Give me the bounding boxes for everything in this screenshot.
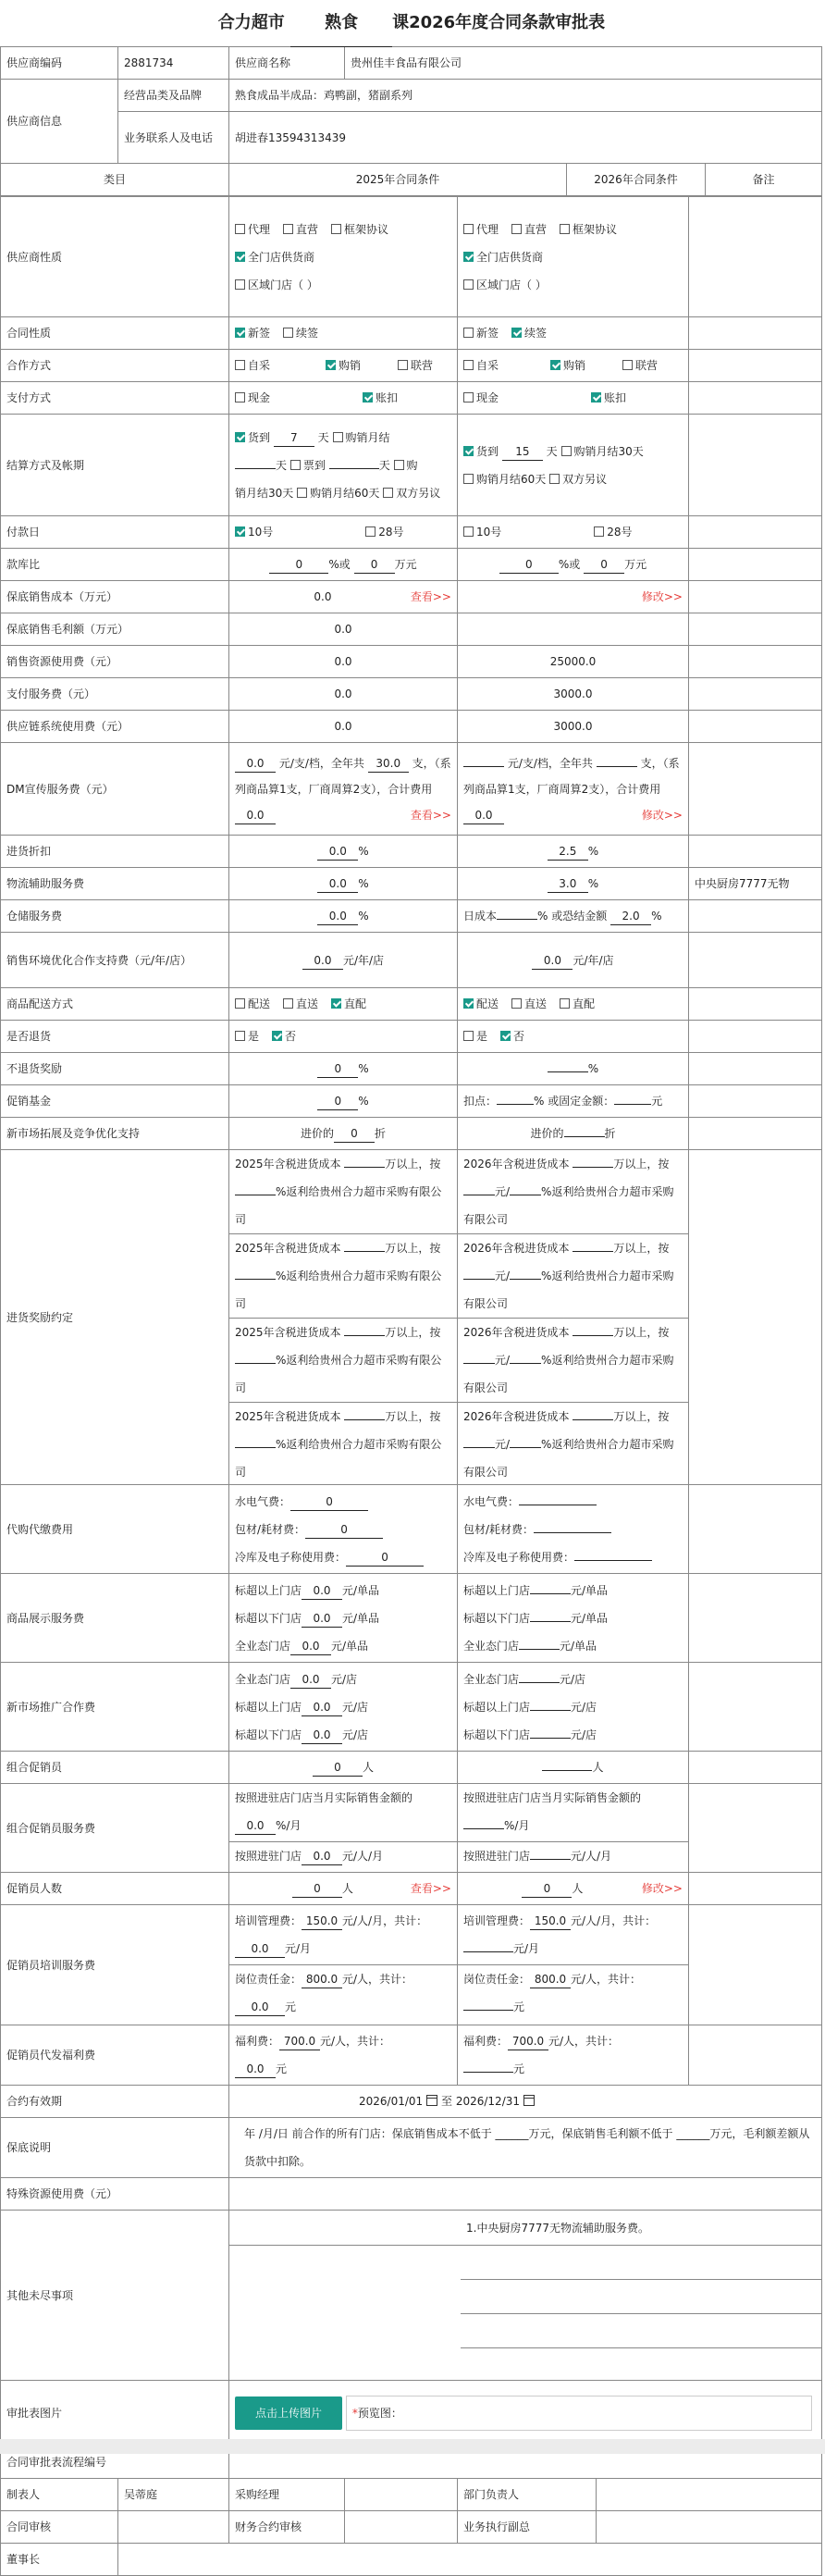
env-2026[interactable]: 0.0 [532,952,573,970]
label-supplier-name: 供应商名称 [229,47,345,80]
label-payday: 付款日 [1,516,229,549]
opt-joint-2026[interactable]: 联营 [622,352,658,379]
label-pay: 支付方式 [1,382,229,415]
promo-a-2026[interactable] [497,1104,534,1105]
label-promoter: 组合促销员 [1,1752,229,1784]
label-env: 销售环境优化合作支持费（元/年/店） [1,933,229,988]
cold-2025[interactable]: 0 [346,1549,424,1567]
label-vp: 业务执行副总 [458,2511,597,2544]
scroll-footer [0,2439,825,2454]
dm-b-2026[interactable] [597,766,637,767]
upload-image-button[interactable]: 点击上传图片 [235,2396,342,2430]
label-guarantee-note: 保底说明 [1,2118,229,2178]
label-advert: 新市场推广合作费 [1,1663,229,1752]
label-other: 其他未尽事项 [1,2211,229,2381]
settle-blank-2025[interactable] [235,468,276,469]
opt-frame-2025[interactable]: 框架协议 [331,216,388,243]
edit-pcount-link[interactable]: 修改>> [641,1882,683,1895]
terms-table: 供应商性质 代理 直营 框架协议 全门店供货商 区域门店（ ） 代理 直营 框架协议 全门店供货商 区域门店（ ） 合同性质 新签 续签 新签 续签 合作方式 自采 购销 联营 自采 购销 联营 支付方式 现金 账扣 现金 账扣 结算方式及帐期 货到 7 天 购销月结 天 票到 天 购 销月结30天 购销月结60天 双方另议 货到 15 天 购销月结30天 购销月结60天 双方另议 付款日 10号 28号 10号 28号 款库比 0 %或 0 万元 0 %或 0 万元 保底销售成本（万元） 0.0 查看>> 修改>> 保底销售毛利额（万元） 0.0 销售资源使用费（元） 0.0 25000.0 支付服务费（元） 0.0 3000.0 供应链系统使用费（元） 0.0 3000.0 DM宣传服务费（元） 0.0 元/支/档，全年共 30.0 支，（系列商品算1支，厂商周算2支），合计费用 0.0 查看>> 元/支/档，全年共 支，（系列商品算1支，厂商周算2支），合计费用 0.0 修改>> 进货折扣 0.0 % 2.5 % 物流辅助服务费 0.0 % 3.0 % 中央厨房7777无物 仓储服务费 0.0 % 日成本 % 或恐结金额 2.0 % 销售环境优化合作支持费（元/年/店） 0.0 元/年/店 0.0 元/年/店 商品配送方式 配送 直送 直配 配送 直送 直配 是否退货 是 否 是 否 不退货奖励 0 % % 促销基金 0 % 扣点： % 或固定金额： 元 新市场拓展及竞争优化支持 进价的 0 折 进价的 折 进货奖励约定 2025年含税进货成本 万以上，按 %返利给贵州合力超市采购有限公司 2025年含税进货成本 万以上，按 %返利给贵州合力超市采购有限公司 2025年含税进货成本 万以上，按 %返利给贵州合力超市采购有限公司 2025年含税进货成本 万以上，按 %返利给贵州合力超市采购有限公司 2026年含税进货成本 万以上，按 元/ %返利给贵州合力超市采购有限公司 2026年含税进货成本 万以上，按 元/ %返利给贵州合力超市采购有限公司 2026年含税进货成本 万以上，按 元/ %返利给贵州合力超市采购有限公司 2026年含税进货成本 万以上，按 元/ %返利给贵州合力超市采购有限公司 代购代缴费用 水电气费： 0 包材/耗材费： 0 冷库及电子称使用费： 0 水电气费： 包材/耗材费： 冷库及电子称使用费： 商品展示服务费 标超以上门店 0.0 元/单品 标超以下门店 0.0 元/单品 全业态门店 0.0 元/单品 标超以上门店 元/单品 标超以下门店 元/单品 全业态门店 元/单品 新市场推广合作费 全业态门店 0.0 元/店 标超以上门店 0.0 元/店 标超以下门店 0.0 元/店 全业态门店 元/店 标超以上门店 元/店 标超以下门店 元/店 组合促销员 0 人 人 组合促销员服务费 按照进驻店门店当月实际销售金额的 0.0 %/月 按照进驻门店 0.0 元/人/月 按照进驻店门店当月实际销售金额的 %/月 按照进驻门店 元/人/月 促销员人数 0 人 查看>> 0 人 修改>> 促销员培训服务费 培训管理费： 150.0 元/人/月，共计： 0.0 元/月 岗位责任金： 800.0 元/人，共计： 0.0 元 培训管理费： 150.0 元/人/月，共计： 元/月 岗位责任金： 800.0 元/人，共计： 元 促销员代发福利费 福利费： 700.0 元/人，共计： 0.0 元 福利费： 700.0 元/人，共计： 元 合约有效期 2026/01/01 至 2026/12/31 保底说明 年 /月/日 前合作的所有门店：保底销售成本不低于 ______万元，保底销售毛利额不低于 ______万元，毛利额差额从货款中扣除。 特殊资源使用费（元） 其他未尽事项 1.中央厨房7777无物流辅助服务费。 审批表图片 点击上传图片 *预览图： [0,196,822,2446]
newmarket-2026[interactable] [564,1136,605,1137]
dm-c-2025[interactable]: 0.0 [235,807,276,824]
label-newmarket: 新市场拓展及竞争优化支持 [1,1118,229,1150]
ratio-b-2025[interactable]: 0 [354,556,395,574]
label-guarantee: 保底销售成本（万元） [1,581,229,613]
discount-2026[interactable]: 2.5 [548,843,588,861]
view-pcount-link[interactable]: 查看>> [410,1882,451,1895]
label-delivery: 商品配送方式 [1,988,229,1021]
promoter-2025[interactable]: 0 [313,1759,363,1777]
supplier-code: 2881734 [118,47,229,80]
contact: 胡进春13594313439 [229,112,822,164]
label-buyer: 采购经理 [229,2479,345,2511]
opt-cash-2025[interactable]: 现金 [235,384,270,412]
calendar-icon[interactable] [523,2095,535,2106]
resource-2026: 25000.0 [458,646,689,678]
label-category-brand: 经营品类及品牌 [118,80,229,112]
col-2026: 2026年合同条件 [567,164,706,196]
opt-zs-2025[interactable]: 直送 [283,990,318,1018]
opt-pay28-2025[interactable]: 28号 [365,518,403,546]
supply-2026: 3000.0 [458,711,689,743]
form-title: 合力超市 熟食 课2026年度合同条款审批表 [0,0,823,46]
label-agent-fee: 代购代缴费用 [1,1485,229,1574]
promo-2025[interactable]: 0 [317,1093,358,1110]
label-discount: 进货折扣 [1,836,229,868]
opt-agent-2025[interactable]: 代理 [235,216,270,243]
label-maker: 制表人 [1,2479,118,2511]
label-noreturn: 不退货奖励 [1,1053,229,1085]
label-welfare: 促销员代发福利费 [1,2025,229,2086]
ratio-a-2026[interactable]: 0 [499,556,559,574]
logistics-2025[interactable]: 0.0 [317,875,358,893]
label-ratio: 款库比 [1,549,229,581]
category-brand: 熟食成品半成品：鸡鸭副，猪副系列 [229,80,822,112]
title-category: 熟食 [290,0,392,47]
label-dm: DM宣传服务费（元） [1,743,229,836]
other-item-1: 1.中央厨房7777无物流辅助服务费。 [229,2211,821,2246]
dm-c-2026[interactable]: 0.0 [463,807,504,824]
opt-renew-2026[interactable]: 续签 [511,319,547,347]
dm-b-2025[interactable]: 30.0 [368,755,409,773]
guarantee-gm-2025: 0.0 [229,613,458,646]
ticket-days-2025[interactable] [329,468,379,469]
opt-zs-2026[interactable]: 直送 [511,990,547,1018]
label-rebate: 进货奖励约定 [1,1150,229,1485]
pack-2026[interactable] [534,1532,611,1533]
warehouse-a-2026[interactable] [497,919,537,920]
opt-agent-2026[interactable]: 代理 [463,216,499,243]
opt-renew-2025[interactable]: 续签 [283,319,318,347]
opt-no-2025[interactable]: 否 [272,1022,296,1050]
opt-allstore-2026[interactable]: 全门店供货商 [463,243,543,271]
opt-ps-2026[interactable]: 配送 [463,990,499,1018]
opt-ps-2025[interactable]: 配送 [235,990,270,1018]
ratio-a-2025[interactable]: 0 [269,556,328,574]
opt-allstore-2025[interactable]: 全门店供货商 [235,243,314,271]
label-chair: 董事长 [1,2544,118,2576]
opt-yes-2026[interactable]: 是 [463,1022,487,1050]
logistics-note: 中央厨房7777无物 [689,868,822,900]
label-settle: 结算方式及帐期 [1,415,229,516]
label-promoter-fee: 组合促销员服务费 [1,1784,229,1873]
opt-pay28-2026[interactable]: 28号 [594,518,632,546]
date-to[interactable]: 2026/12/31 [455,2095,521,2108]
label-promo: 促销基金 [1,1085,229,1118]
opt-buy-2026[interactable]: 购销 [550,352,585,379]
label-supply: 供应链系统使用费（元） [1,711,229,743]
date-from[interactable]: 2026/01/01 [359,2095,424,2108]
opt-no-2026[interactable]: 否 [500,1022,524,1050]
dm-a-2026[interactable] [463,766,504,767]
opt-deduct-2025[interactable]: 账扣 [363,384,398,412]
label-returnable: 是否退货 [1,1021,229,1053]
opt-area-2026[interactable]: 区域门店（ ） [463,271,547,299]
warehouse-b-2026[interactable]: 2.0 [610,908,651,925]
noreturn-2025[interactable]: 0 [317,1060,358,1078]
label-display: 商品展示服务费 [1,1574,229,1663]
col-item: 类目 [1,164,229,196]
edit-dm-link[interactable]: 修改>> [641,808,683,822]
pcount-2026[interactable]: 0 [522,1880,572,1898]
opt-self-2025[interactable]: 自采 [235,352,270,379]
supplier-name: 贵州佳丰食品有限公司 [345,47,822,80]
approval-table [0,46,822,196]
opt-self-2026[interactable]: 自采 [463,352,499,379]
label-coop: 合作方式 [1,350,229,382]
maker-name: 吴蒂庭 [118,2479,229,2511]
logistics-2026[interactable]: 3.0 [548,875,588,893]
image-preview: *预览图： [346,2396,812,2431]
label-supplier-code: 供应商编码 [1,47,118,80]
col-2025: 2025年合同条件 [229,164,567,196]
view-dm-link[interactable]: 查看>> [410,808,451,822]
opt-pay10-2025[interactable]: 10号 [235,518,273,546]
label-finance: 财务合约审核 [229,2511,345,2544]
label-resource: 销售资源使用费（元） [1,646,229,678]
label-valid: 合约有效期 [1,2086,229,2118]
label-training: 促销员培训服务费 [1,1905,229,2025]
noreturn-2026[interactable] [548,1071,588,1072]
label-supplier-info: 供应商信息 [1,80,118,164]
paysvc-2025: 0.0 [229,678,458,711]
opt-new-2025[interactable]: 新签 [235,319,270,347]
label-promoter-count: 促销员人数 [1,1873,229,1905]
pcount-2025[interactable]: 0 [292,1880,342,1898]
warehouse-2025[interactable]: 0.0 [317,908,358,925]
guarantee-note: 年 /月/日 前合作的所有门店：保底销售成本不低于 ______万元，保底销售毛利额不低于 ______万元，毛利额差额从货款中扣除。 [229,2118,822,2178]
edit-guarantee-link[interactable]: 修改>> [641,590,683,603]
label-flow: 合同审批表流程编号 [1,2446,229,2479]
calendar-icon[interactable] [426,2095,437,2106]
label-special: 特殊资源使用费（元） [1,2178,229,2211]
opt-frame-2026[interactable]: 框架协议 [560,216,617,243]
label-nature: 供应商性质 [1,197,229,317]
label-contact: 业务联系人及电话 [118,112,229,164]
cold-2026[interactable] [574,1560,652,1561]
opt-buy-2025[interactable]: 购销 [326,352,361,379]
label-guarantee-gm: 保底销售毛利额（万元） [1,613,229,646]
signoff-table [0,2446,822,2576]
settle-days-2025[interactable]: 7 [274,429,314,447]
newmarket-2025[interactable]: 0 [334,1125,375,1143]
dm-a-2025[interactable]: 0.0 [235,755,276,773]
view-guarantee-link[interactable]: 查看>> [410,590,451,603]
col-note: 备注 [706,164,822,196]
ratio-b-2026[interactable]: 0 [584,556,624,574]
opt-area-2025[interactable]: 区域门店（ ） [235,271,318,299]
supply-2025: 0.0 [229,711,458,743]
opt-zp-2025[interactable]: 直配 [331,990,366,1018]
opt-deduct-2026[interactable]: 账扣 [591,384,626,412]
water-2025[interactable]: 0 [290,1493,368,1511]
label-image: 审批表图片 [1,2381,229,2446]
opt-direct-2025[interactable]: 直营 [283,216,318,243]
label-paysvc: 支付服务费（元） [1,678,229,711]
discount-2025[interactable]: 0.0 [317,843,358,861]
opt-joint-2025[interactable]: 联营 [398,352,433,379]
label-audit: 合同审核 [1,2511,118,2544]
opt-zp-2026[interactable]: 直配 [560,990,595,1018]
opt-yes-2025[interactable]: 是 [235,1022,259,1050]
resource-2025: 0.0 [229,646,458,678]
label-contract-type: 合同性质 [1,317,229,350]
pack-2025[interactable]: 0 [305,1521,383,1539]
promo-b-2026[interactable] [614,1104,651,1105]
opt-new-2026[interactable]: 新签 [463,319,499,347]
opt-direct-2026[interactable]: 直营 [511,216,547,243]
env-2025[interactable]: 0.0 [302,952,343,970]
label-dept: 部门负责人 [458,2479,597,2511]
paysvc-2026: 3000.0 [458,678,689,711]
label-warehouse: 仓储服务费 [1,900,229,933]
label-logistics: 物流辅助服务费 [1,868,229,900]
opt-cash-2026[interactable]: 现金 [463,384,499,412]
promoter-2026[interactable] [542,1770,592,1771]
opt-pay10-2026[interactable]: 10号 [463,518,501,546]
settle-days-2026[interactable]: 15 [502,443,543,461]
